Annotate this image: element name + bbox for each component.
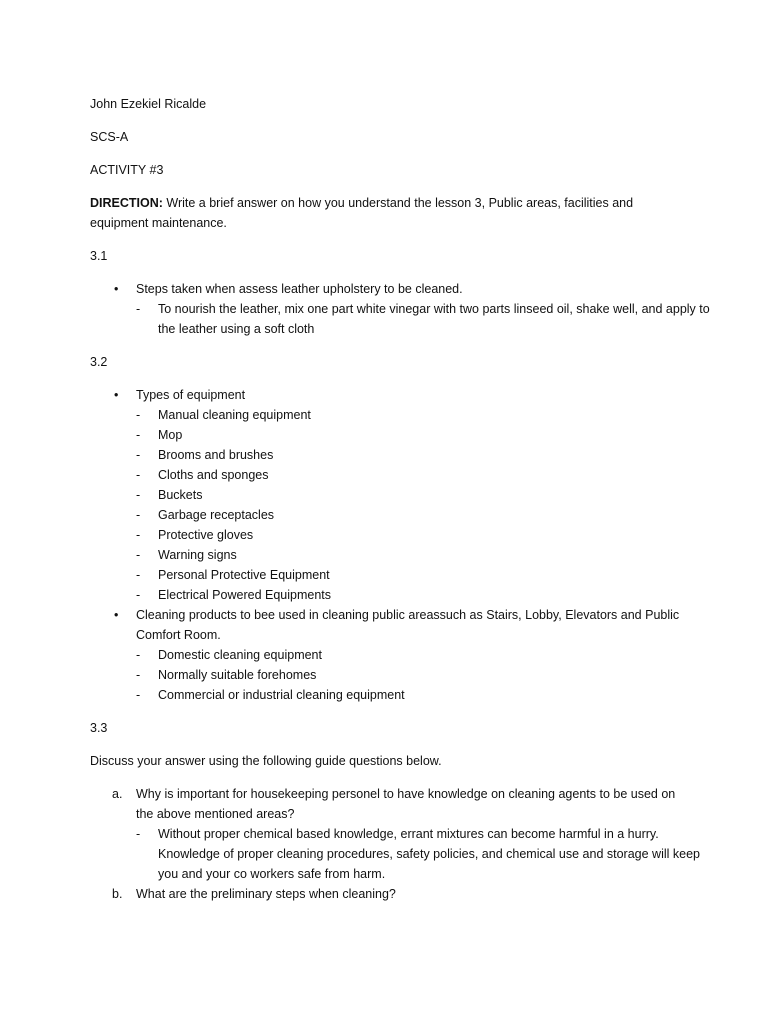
dash-item [90,485,690,505]
dash-glyph: - [136,827,141,841]
dash-item [90,425,690,445]
dash-glyph: - [136,428,141,442]
dash-glyph: - [136,548,141,562]
bullet-item [90,279,690,299]
bullet-text: Cleaning products to bee used in cleaning public areassuch as Stairs, Lobby, Elevators and Public Comfort Room. [136,608,680,642]
dash-glyph: - [136,408,141,422]
dash-item [90,685,690,705]
question-marker: a. [112,787,123,801]
equipment-list [90,405,690,605]
dash-glyph: - [136,648,141,662]
dash-item [90,445,690,465]
dash-text: Commercial or industrial cleaning equipment [158,688,405,702]
dash-text: Domestic cleaning equipment [158,648,322,662]
dash-item [90,585,690,605]
direction-text: Write a brief answer on how you understand the lesson 3, Public areas, facilities and equipment maintenance. [90,196,634,230]
dash-glyph: - [136,568,141,582]
student-name: John Ezekiel Ricalde [90,97,207,111]
dash-glyph: - [136,588,141,602]
dash-item [90,405,690,425]
products-list [90,645,690,705]
dash-text: Normally suitable forehomes [158,668,317,682]
dash-glyph: - [136,302,141,316]
dash-text: Manual cleaning equipment [158,408,311,422]
dash-glyph: - [136,508,141,522]
question-text: Why is important for housekeeping personel to have knowledge on cleaning agents to be used on the above mentioned areas? [136,787,676,821]
dash-item [90,645,690,665]
dash-item [90,545,690,565]
bullet-item [90,385,690,405]
guide-intro: Discuss your answer using the following guide questions below. [90,754,442,768]
dash-text: Warning signs [158,548,237,562]
dash-text: To nourish the leather, mix one part white vinegar with two parts linseed oil, shake well, and apply to the leather using a soft cloth [158,302,710,336]
bullet-glyph: • [114,388,119,402]
bullet-text: Types of equipment [136,388,246,402]
section-code: SCS-A [90,130,129,144]
dash-glyph: - [136,528,141,542]
direction-paragraph [90,193,650,233]
dash-text: Mop [158,428,183,442]
question-a [90,784,696,824]
dash-text: Garbage receptacles [158,508,275,522]
section-number-3-3: 3.3 [90,721,108,735]
dash-text: Electrical Powered Equipments [158,588,331,602]
direction-label: DIRECTION: [90,196,163,210]
dash-glyph: - [136,688,141,702]
dash-text: Brooms and brushes [158,448,274,462]
dash-item [90,505,690,525]
dash-item [90,565,690,585]
dash-text: Personal Protective Equipment [158,568,330,582]
bullet-item [90,605,696,645]
section-number-3-1: 3.1 [90,249,108,263]
document-page [90,94,710,904]
answer-text: Without proper chemical based knowledge, errant mixtures can become harmful in a hurry. Knowledge of proper cleaning procedures, safety policies, and chemical use and storage will keep you and your co workers safe from harm. [158,827,700,881]
dash-item [90,665,690,685]
dash-glyph: - [136,448,141,462]
dash-item [90,525,690,545]
dash-text: Buckets [158,488,203,502]
question-text: What are the preliminary steps when cleaning? [136,887,396,901]
bullet-glyph: • [114,608,119,622]
bullet-glyph: • [114,282,119,296]
section-number-3-2: 3.2 [90,355,108,369]
question-marker: b. [112,887,123,901]
question-b [90,884,690,904]
bullet-text: Steps taken when assess leather upholstery to be cleaned. [136,282,463,296]
activity-title: ACTIVITY #3 [90,163,164,177]
dash-text: Protective gloves [158,528,254,542]
dash-glyph: - [136,488,141,502]
dash-text: Cloths and sponges [158,468,269,482]
dash-item [90,824,718,884]
dash-item [90,465,690,485]
dash-glyph: - [136,468,141,482]
dash-item [90,299,718,339]
dash-glyph: - [136,668,141,682]
